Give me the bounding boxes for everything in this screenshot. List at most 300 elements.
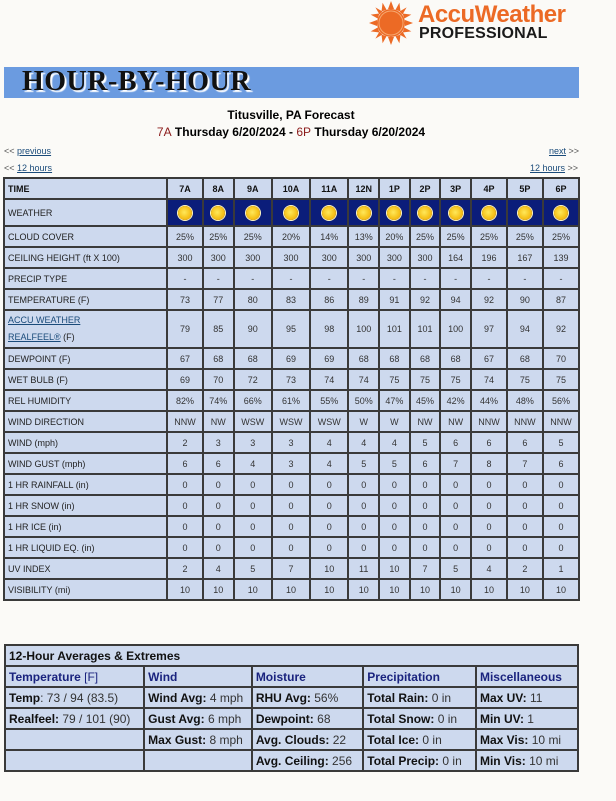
data-cell: 139 xyxy=(543,247,579,268)
end-date: Thursday 6/20/2024 xyxy=(314,125,426,139)
summary-key: Max UV: xyxy=(479,690,527,705)
summary-value: 68 xyxy=(313,711,331,726)
hour-header: 5P xyxy=(507,178,543,199)
end-hour: 6P xyxy=(296,125,312,139)
data-cell: 85 xyxy=(203,310,234,348)
data-cell: 10 xyxy=(234,579,272,600)
data-cell: 94 xyxy=(440,289,471,310)
summary-cell xyxy=(476,750,578,771)
summary-key: Realfeel: xyxy=(9,711,60,726)
row-label: WIND GUST (mph) xyxy=(4,453,167,474)
sunny-icon xyxy=(518,206,532,220)
summary-value: 11 xyxy=(526,690,543,705)
data-cell: NNW xyxy=(507,411,543,432)
section-header xyxy=(5,666,144,687)
data-cell: 10 xyxy=(471,579,507,600)
data-cell: 86 xyxy=(310,289,348,310)
data-cell: 6 xyxy=(410,453,441,474)
summary-cell xyxy=(252,687,363,708)
summary-key: Temp xyxy=(9,690,41,705)
summary-cell xyxy=(5,687,144,708)
data-cell: 68 xyxy=(234,348,272,369)
summary-value: 10 mi xyxy=(525,753,559,768)
summary-row xyxy=(5,687,578,708)
data-cell: 75 xyxy=(379,369,410,390)
data-cell: 300 xyxy=(379,247,410,268)
sunny-icon xyxy=(322,206,336,220)
data-cell: - xyxy=(167,268,203,289)
summary-value: 4 mph xyxy=(206,690,244,705)
data-cell: 83 xyxy=(272,289,310,310)
weather-cell xyxy=(379,199,410,226)
page-title: HOUR-BY-HOUR xyxy=(22,66,251,97)
data-cell: 167 xyxy=(507,247,543,268)
data-cell: 300 xyxy=(348,247,379,268)
sunny-icon xyxy=(554,206,568,220)
data-cell: 10 xyxy=(440,579,471,600)
range-separator: - xyxy=(285,125,297,139)
data-cell: 4 xyxy=(234,453,272,474)
data-cell: 0 xyxy=(379,474,410,495)
data-cell: - xyxy=(348,268,379,289)
realfeel-link[interactable]: ACCU WEATHER xyxy=(8,315,81,325)
data-cell: 0 xyxy=(410,474,441,495)
hour-header: 9A xyxy=(234,178,272,199)
summary-cell xyxy=(5,729,144,750)
hour-header: 8A xyxy=(203,178,234,199)
data-cell: 0 xyxy=(310,474,348,495)
data-cell: 0 xyxy=(379,516,410,537)
data-cell: 0 xyxy=(272,537,310,558)
section-label: Precipitation xyxy=(367,669,440,684)
data-cell: - xyxy=(410,268,441,289)
summary-value: 73 / 94 (83.5) xyxy=(46,690,119,705)
summary-row xyxy=(5,708,578,729)
left-arrows: << xyxy=(4,146,15,156)
summary-value: 8 mph xyxy=(206,732,243,747)
table-row xyxy=(4,537,579,558)
data-cell: 5 xyxy=(379,453,410,474)
data-cell: - xyxy=(507,268,543,289)
summary-value: 1 xyxy=(523,711,534,726)
data-cell: 4 xyxy=(471,558,507,579)
row-label: TIME xyxy=(4,178,167,199)
data-cell: 61% xyxy=(272,390,310,411)
data-cell: 90 xyxy=(234,310,272,348)
weather-cell xyxy=(440,199,471,226)
data-cell: 4 xyxy=(310,432,348,453)
data-cell: 0 xyxy=(379,537,410,558)
data-cell: 0 xyxy=(543,495,579,516)
data-cell: 0 xyxy=(348,516,379,537)
summary-value: 6 mph xyxy=(204,711,242,726)
weather-row xyxy=(4,199,579,226)
data-cell: 8 xyxy=(471,453,507,474)
data-cell: 0 xyxy=(203,495,234,516)
data-cell: 0 xyxy=(310,537,348,558)
data-cell: NW xyxy=(410,411,441,432)
data-cell: 73 xyxy=(272,369,310,390)
summary-cell xyxy=(363,708,476,729)
data-cell: 0 xyxy=(272,474,310,495)
section-label: Temperature xyxy=(9,669,81,684)
weather-cell xyxy=(543,199,579,226)
data-cell: 87 xyxy=(543,289,579,310)
data-cell: NNW xyxy=(543,411,579,432)
data-cell: 0 xyxy=(272,495,310,516)
row-label: CLOUD COVER xyxy=(4,226,167,247)
data-cell: - xyxy=(272,268,310,289)
table-row xyxy=(4,390,579,411)
data-cell: 0 xyxy=(167,537,203,558)
data-cell: 69 xyxy=(272,348,310,369)
data-cell: 0 xyxy=(440,516,471,537)
summary-cell xyxy=(363,687,476,708)
hour-header: 4P xyxy=(471,178,507,199)
forecast-range xyxy=(0,125,582,139)
data-cell: 3 xyxy=(203,432,234,453)
data-cell: 25% xyxy=(440,226,471,247)
data-cell: 5 xyxy=(440,558,471,579)
summary-key: Total Snow: xyxy=(367,711,435,726)
row-label: 1 HR LIQUID EQ. (in) xyxy=(4,537,167,558)
data-cell: 70 xyxy=(543,348,579,369)
data-cell: 6 xyxy=(203,453,234,474)
next-12-nav xyxy=(530,163,578,173)
row-label: PRECIP TYPE xyxy=(4,268,167,289)
data-cell: 0 xyxy=(471,474,507,495)
realfeel-link-2[interactable]: REALFEEL® xyxy=(8,332,61,342)
data-cell: 42% xyxy=(440,390,471,411)
row-label: 1 HR ICE (in) xyxy=(4,516,167,537)
prev-12-hours-link[interactable]: 12 hours xyxy=(17,163,53,173)
sunny-icon xyxy=(211,206,225,220)
hour-header: 7A xyxy=(167,178,203,199)
data-cell: 10 xyxy=(348,579,379,600)
data-cell: 75 xyxy=(440,369,471,390)
start-hour: 7A xyxy=(156,125,172,139)
data-cell: 66% xyxy=(234,390,272,411)
summary-cell xyxy=(476,729,578,750)
data-cell: - xyxy=(310,268,348,289)
right-arrows: >> xyxy=(568,146,580,156)
data-cell: 300 xyxy=(272,247,310,268)
data-cell: 0 xyxy=(543,537,579,558)
data-cell: 7 xyxy=(507,453,543,474)
data-cell: 0 xyxy=(167,516,203,537)
summary-sep: : xyxy=(40,690,47,705)
data-cell: 89 xyxy=(348,289,379,310)
table-row xyxy=(4,558,579,579)
data-cell: 75 xyxy=(410,369,441,390)
summary-key: Max Gust: xyxy=(148,732,207,747)
data-cell: 68 xyxy=(507,348,543,369)
summary-cell xyxy=(144,708,252,729)
section-header xyxy=(252,666,363,687)
data-cell: 10 xyxy=(379,558,410,579)
next-12-hours-link[interactable]: 12 hours xyxy=(530,163,566,173)
summary-cell xyxy=(144,687,252,708)
summary-key: Max Vis: xyxy=(479,732,529,747)
table-row xyxy=(4,516,579,537)
hour-header: 2P xyxy=(410,178,441,199)
data-cell: 0 xyxy=(203,474,234,495)
data-cell: 97 xyxy=(471,310,507,348)
data-cell: - xyxy=(234,268,272,289)
section-label: Miscellaneous xyxy=(479,669,562,684)
logo-sub-text: PROFESSIONAL xyxy=(419,25,548,42)
realfeel-row xyxy=(4,310,579,348)
data-cell: 10 xyxy=(272,579,310,600)
sunny-icon xyxy=(449,206,463,220)
logo-brand-text: AccuWeather xyxy=(418,1,566,28)
weather-cell xyxy=(167,199,203,226)
weather-cell xyxy=(203,199,234,226)
data-cell: 300 xyxy=(203,247,234,268)
summary-cell xyxy=(252,750,363,771)
data-cell: 45% xyxy=(410,390,441,411)
sunny-icon xyxy=(246,206,260,220)
weather-cell xyxy=(507,199,543,226)
summary-cell xyxy=(144,729,252,750)
summary-cell xyxy=(5,708,144,729)
data-cell: 5 xyxy=(543,432,579,453)
data-cell: 79 xyxy=(167,310,203,348)
data-cell: 13% xyxy=(348,226,379,247)
data-cell: 10 xyxy=(410,579,441,600)
data-cell: 0 xyxy=(410,495,441,516)
data-cell: 82% xyxy=(167,390,203,411)
previous-link[interactable]: previous xyxy=(17,146,52,156)
data-cell: 67 xyxy=(471,348,507,369)
hour-header: 3P xyxy=(440,178,471,199)
data-cell: 196 xyxy=(471,247,507,268)
data-cell: 0 xyxy=(234,495,272,516)
summary-key: Min Vis: xyxy=(479,753,526,768)
data-cell: 25% xyxy=(507,226,543,247)
weather-cell xyxy=(272,199,310,226)
data-cell: 10 xyxy=(379,579,410,600)
data-cell: 2 xyxy=(167,432,203,453)
data-cell: 6 xyxy=(507,432,543,453)
summary-cell xyxy=(144,750,252,771)
page-banner xyxy=(4,67,579,98)
data-cell: 74 xyxy=(471,369,507,390)
data-cell: 25% xyxy=(471,226,507,247)
data-cell: 98 xyxy=(310,310,348,348)
data-cell: 55% xyxy=(310,390,348,411)
data-cell: 10 xyxy=(310,558,348,579)
row-label: REL HUMIDITY xyxy=(4,390,167,411)
data-cell: 0 xyxy=(440,537,471,558)
data-cell: 25% xyxy=(203,226,234,247)
data-cell: 0 xyxy=(203,516,234,537)
summary-key: Min UV: xyxy=(479,711,524,726)
data-cell: 1 xyxy=(543,558,579,579)
data-cell: 300 xyxy=(167,247,203,268)
data-cell: 74 xyxy=(348,369,379,390)
data-cell: 0 xyxy=(507,495,543,516)
data-cell: 68 xyxy=(379,348,410,369)
data-cell: 0 xyxy=(167,495,203,516)
data-cell: W xyxy=(348,411,379,432)
summary-key: Avg. Clouds: xyxy=(255,732,330,747)
table-row xyxy=(4,432,579,453)
data-cell: 3 xyxy=(272,432,310,453)
data-cell: 6 xyxy=(167,453,203,474)
summary-key: RHU Avg: xyxy=(255,690,311,705)
data-cell: 0 xyxy=(471,516,507,537)
data-cell: 0 xyxy=(348,537,379,558)
data-cell: 90 xyxy=(507,289,543,310)
sunny-icon xyxy=(284,206,298,220)
data-cell: 72 xyxy=(234,369,272,390)
data-cell: 94 xyxy=(507,310,543,348)
data-cell: 68 xyxy=(348,348,379,369)
data-cell: 3 xyxy=(234,432,272,453)
data-cell: 7 xyxy=(272,558,310,579)
data-cell: 25% xyxy=(410,226,441,247)
summary-title-row xyxy=(5,645,578,666)
data-cell: 0 xyxy=(203,537,234,558)
data-cell: 0 xyxy=(440,495,471,516)
hourly-forecast-table xyxy=(3,177,580,601)
sunny-icon xyxy=(482,206,496,220)
next-link[interactable]: next xyxy=(549,146,567,156)
data-cell: 6 xyxy=(440,432,471,453)
summary-value: 10 mi xyxy=(528,732,562,747)
data-cell: 20% xyxy=(272,226,310,247)
data-cell: 0 xyxy=(471,495,507,516)
data-cell: 2 xyxy=(167,558,203,579)
data-cell: 6 xyxy=(471,432,507,453)
data-cell: NNW xyxy=(167,411,203,432)
data-cell: 0 xyxy=(507,474,543,495)
time-header-row xyxy=(4,178,579,199)
weather-cell xyxy=(471,199,507,226)
row-label: 1 HR RAINFALL (in) xyxy=(4,474,167,495)
summary-row xyxy=(5,729,578,750)
data-cell: 0 xyxy=(234,474,272,495)
row-label: DEWPOINT (F) xyxy=(4,348,167,369)
table-row xyxy=(4,474,579,495)
data-cell: 0 xyxy=(543,516,579,537)
data-cell: 101 xyxy=(379,310,410,348)
data-cell: 0 xyxy=(379,495,410,516)
summary-table xyxy=(4,644,579,772)
data-cell: NW xyxy=(203,411,234,432)
data-cell: 80 xyxy=(234,289,272,310)
data-cell: 47% xyxy=(379,390,410,411)
data-cell: - xyxy=(543,268,579,289)
table-row xyxy=(4,268,579,289)
data-cell: 5 xyxy=(348,453,379,474)
data-cell: 95 xyxy=(272,310,310,348)
data-cell: - xyxy=(440,268,471,289)
section-header xyxy=(476,666,578,687)
sunny-icon xyxy=(357,206,371,220)
realfeel-unit: (F) xyxy=(60,332,75,342)
data-cell: 0 xyxy=(234,516,272,537)
data-cell: 0 xyxy=(310,516,348,537)
data-cell: - xyxy=(471,268,507,289)
row-label: WET BULB (F) xyxy=(4,369,167,390)
weather-cell xyxy=(410,199,441,226)
hour-header: 6P xyxy=(543,178,579,199)
table-row xyxy=(4,453,579,474)
table-row xyxy=(4,226,579,247)
data-cell: 92 xyxy=(471,289,507,310)
data-cell: 25% xyxy=(543,226,579,247)
summary-key: Total Rain: xyxy=(367,690,429,705)
data-cell: WSW xyxy=(310,411,348,432)
summary-value: 22 xyxy=(329,732,347,747)
data-cell: 91 xyxy=(379,289,410,310)
data-cell: 300 xyxy=(310,247,348,268)
sunny-icon xyxy=(418,206,432,220)
data-cell: 300 xyxy=(234,247,272,268)
data-cell: 4 xyxy=(379,432,410,453)
summary-cell xyxy=(252,729,363,750)
weather-cell xyxy=(348,199,379,226)
data-cell: 6 xyxy=(543,453,579,474)
data-cell: 0 xyxy=(167,474,203,495)
table-row xyxy=(4,579,579,600)
summary-value: 256 xyxy=(328,753,353,768)
summary-row xyxy=(5,750,578,771)
temp-unit: [F] xyxy=(80,669,99,684)
sun-logo-icon xyxy=(369,1,413,45)
data-cell: 25% xyxy=(167,226,203,247)
data-cell: 10 xyxy=(203,579,234,600)
data-cell: 70 xyxy=(203,369,234,390)
data-cell: 0 xyxy=(234,537,272,558)
next-nav xyxy=(549,146,579,156)
row-label xyxy=(4,310,167,348)
data-cell: 75 xyxy=(543,369,579,390)
data-cell: 0 xyxy=(310,495,348,516)
data-cell: 11 xyxy=(348,558,379,579)
row-label: VISIBILITY (mi) xyxy=(4,579,167,600)
table-row xyxy=(4,348,579,369)
summary-cell xyxy=(363,729,476,750)
summary-section-row xyxy=(5,666,578,687)
data-cell: 73 xyxy=(167,289,203,310)
data-cell: WSW xyxy=(272,411,310,432)
data-cell: - xyxy=(379,268,410,289)
data-cell: 0 xyxy=(410,516,441,537)
data-cell: 25% xyxy=(234,226,272,247)
row-label: TEMPERATURE (F) xyxy=(4,289,167,310)
summary-cell xyxy=(363,750,476,771)
start-date: Thursday 6/20/2024 xyxy=(174,125,286,139)
data-cell: 10 xyxy=(310,579,348,600)
row-label: CEILING HEIGHT (ft X 100) xyxy=(4,247,167,268)
data-cell: 10 xyxy=(507,579,543,600)
data-cell: NW xyxy=(440,411,471,432)
data-cell: 0 xyxy=(410,537,441,558)
data-cell: 0 xyxy=(272,516,310,537)
summary-key: Dewpoint: xyxy=(255,711,314,726)
data-cell: 164 xyxy=(440,247,471,268)
data-cell: - xyxy=(203,268,234,289)
data-cell: 77 xyxy=(203,289,234,310)
weather-cell xyxy=(234,199,272,226)
summary-cell xyxy=(476,708,578,729)
row-label: WIND DIRECTION xyxy=(4,411,167,432)
right-arrows: >> xyxy=(567,163,579,173)
hour-header: 1P xyxy=(379,178,410,199)
